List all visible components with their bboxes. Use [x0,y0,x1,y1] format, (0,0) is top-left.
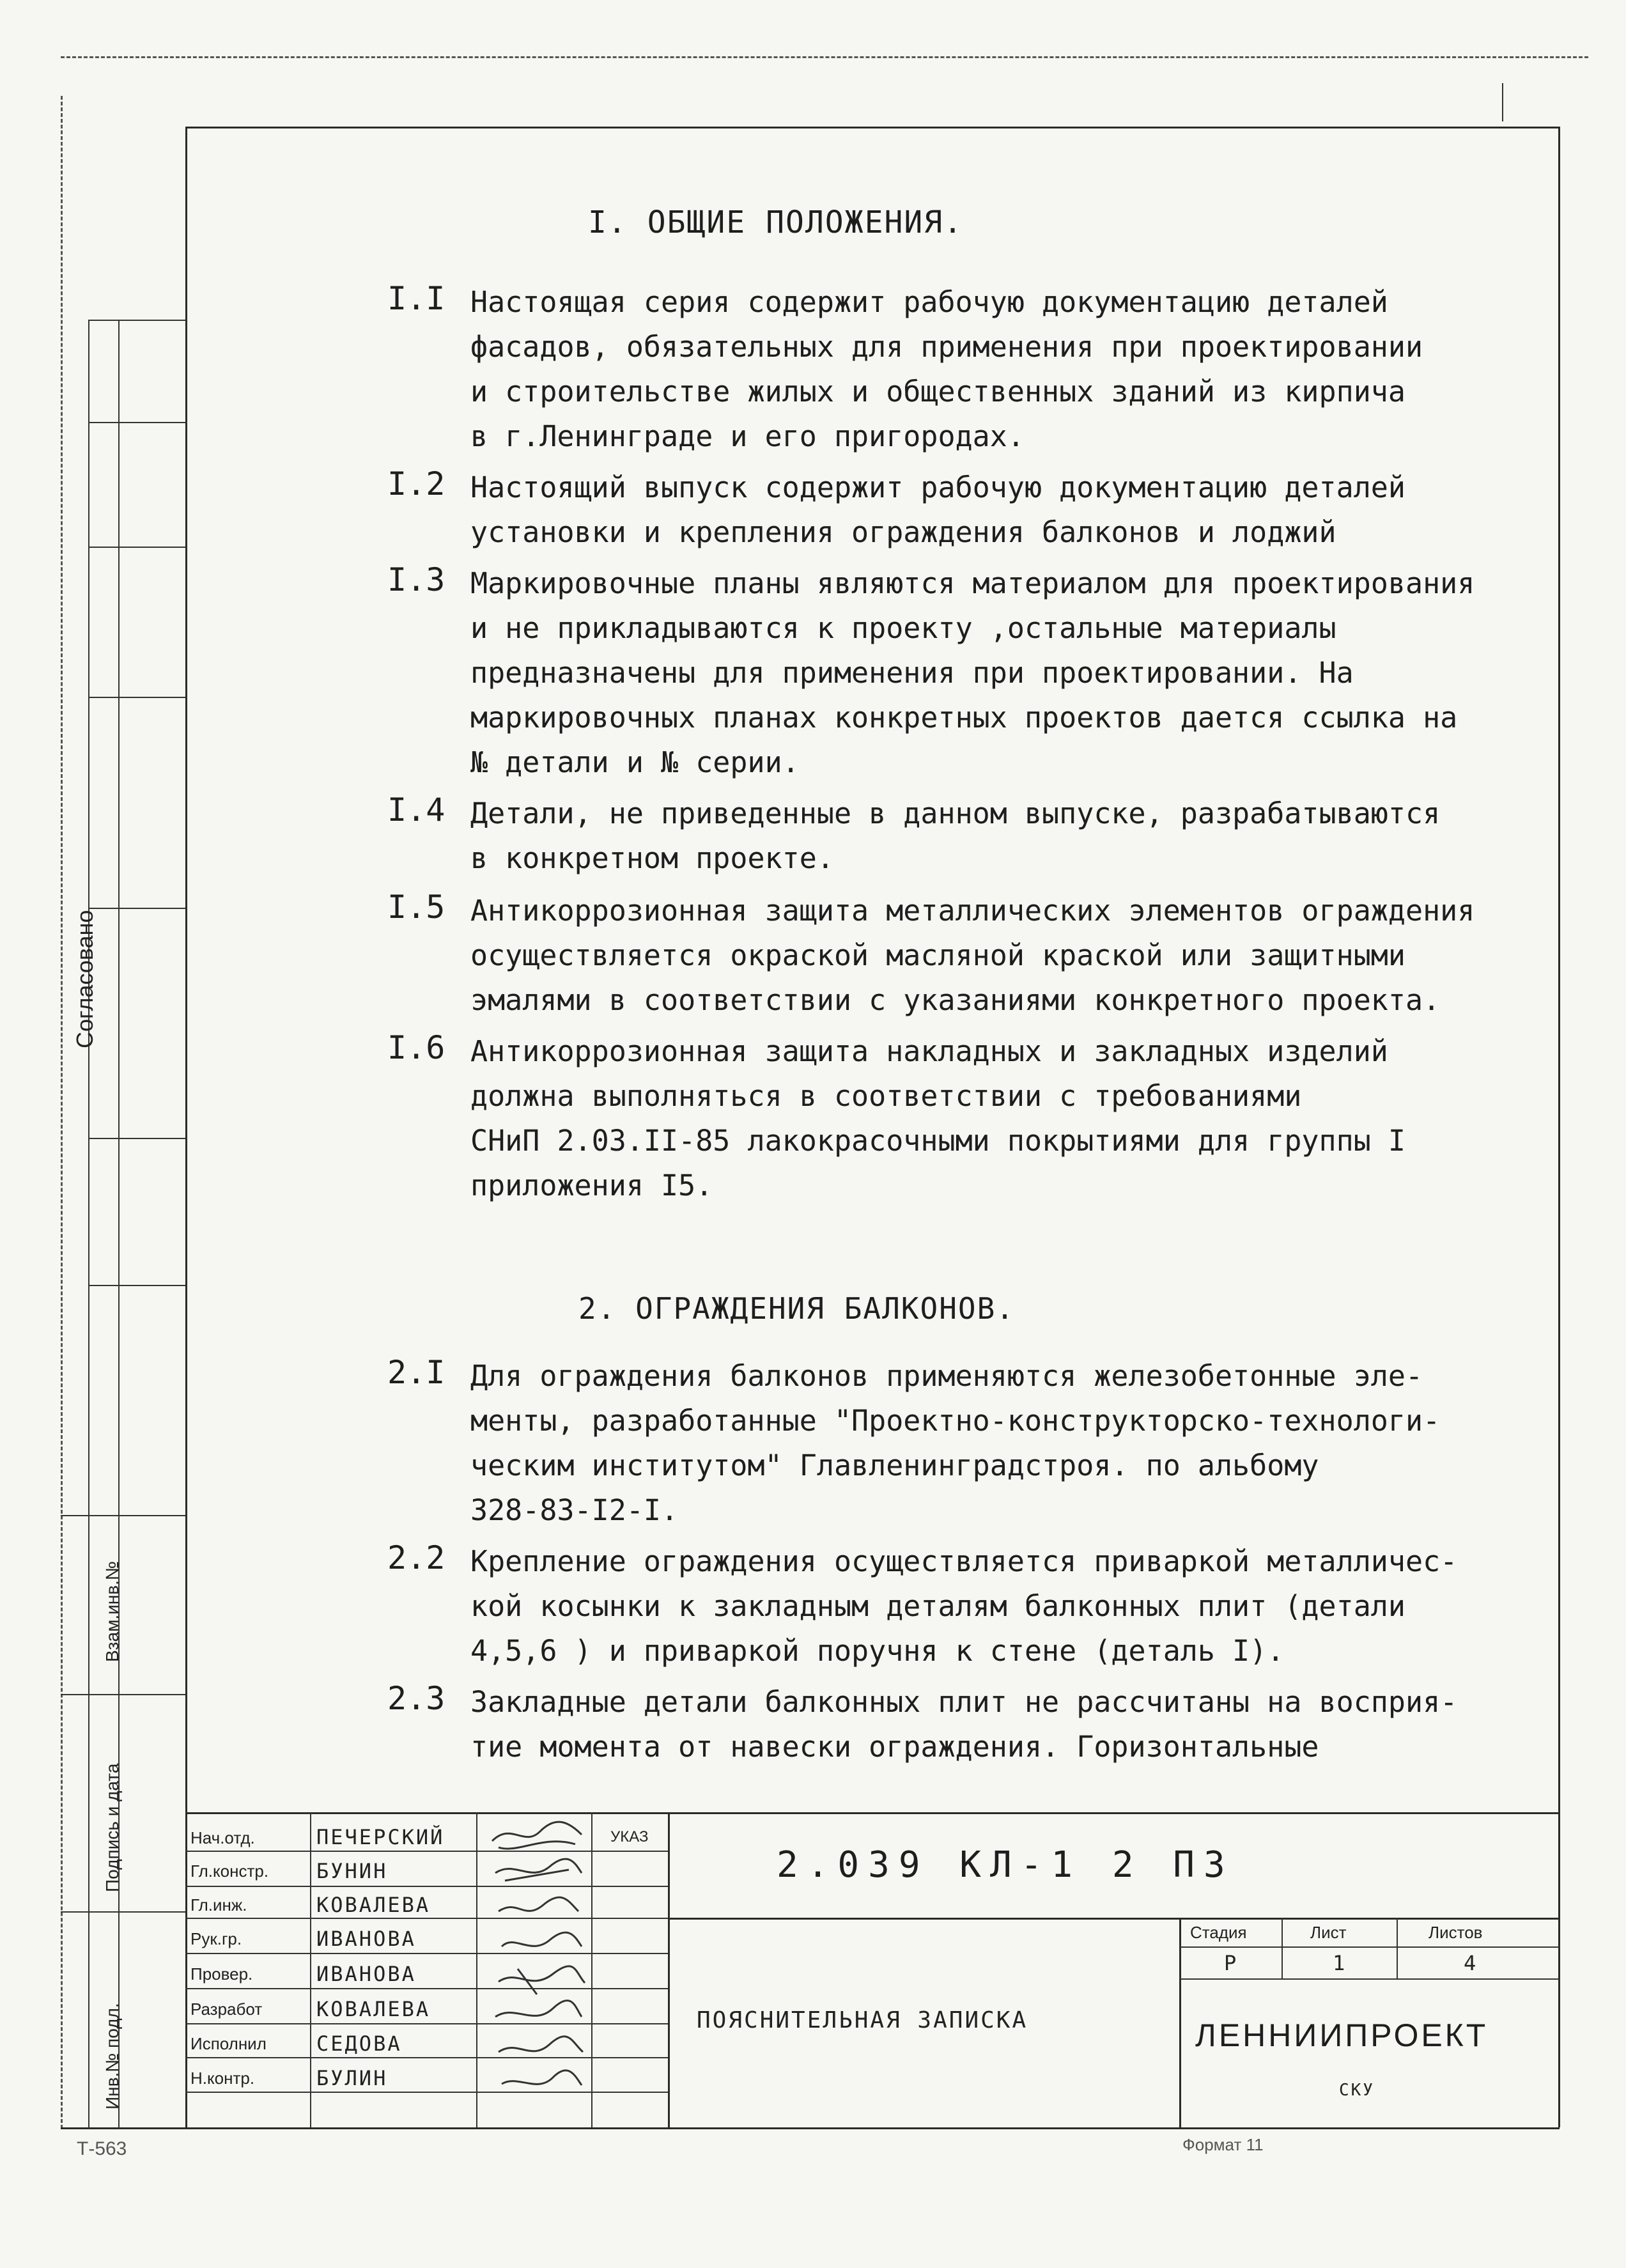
row-line [185,1953,668,1954]
col-line-role [310,1812,311,2127]
organization-sub: СКУ [1339,2081,1375,2100]
item-text: Крепление ограждения осуществляется приваркой металличес- кой косынки к закладным деталям балконных плит (детали 4,5,6 ) и приваркой поручня к стене (деталь I). [470,1544,1458,1668]
row-line [185,2092,668,2093]
agreed-stamp-label: Согласовано [72,910,98,1048]
inv-orig-label: Инв.№ подл. [102,2003,122,2109]
org-divider [1179,1918,1181,2127]
row-line [185,1988,668,1989]
person-name: КОВАЛЕВА [316,1997,431,2021]
format-label: Формат 11 [1182,2135,1264,2154]
stamp-row-line [61,1515,185,1516]
person-name: ПЕЧЕРСКИЙ [316,1825,445,1849]
page-left-border [61,96,63,2129]
person-name: БУЛИН [316,2066,388,2090]
item-number: I.4 [387,791,445,828]
role-label: Н.контр. [190,2069,255,2088]
frame-bottom-line [61,2127,1560,2129]
sheets-value: 4 [1464,1951,1478,1975]
organization-name: ЛЕННИИПРОЕКТ [1195,2017,1489,2053]
item-text: Антикоррозионная защита накладных и закладных изделий должна выполняться в соответствии с требованиями СНиП 2.03.II-85 лакокрасочными покрытиями для группы I приложения I5. [470,1034,1405,1202]
stamp-row-line [88,1285,185,1286]
title-block-sig-divider [668,1812,670,2127]
stamp-row-line [61,1694,185,1695]
role-label: Рук.гр. [190,1929,242,1948]
stage-value-line [1179,1978,1560,1980]
item-text: Закладные детали балконных плит не рассчитаны на восприя- тие момента от навески ограждения. Горизонтальные [470,1685,1458,1764]
item-number: I.5 [387,889,445,926]
person-name: ИВАНОВА [316,1962,416,1986]
row-line [185,2057,668,2058]
stamp-row-line [88,908,185,909]
role-label: Гл.констр. [190,1861,269,1881]
item-text: Настоящий выпуск содержит рабочую документацию деталей установки и крепления ограждения балконов и лоджий [470,470,1405,549]
item-number: 2.2 [387,1539,445,1576]
stamp-row-line [88,697,185,698]
item-number: I.6 [387,1029,445,1066]
frame-left-line [185,128,187,2129]
role-label: Провер. [190,1964,253,1984]
stamp-row-line [88,1138,185,1139]
stage-value: Р [1224,1951,1239,1975]
stamp-row-line [88,320,185,321]
sheet-value: 1 [1333,1951,1347,1975]
item-text: Антикоррозионная защита металлических элементов ограждения осуществляется окраской масляной краской или защитными эмалями в соответствии с указаниями конкретного проекта. [470,894,1475,1017]
person-name: БУНИН [316,1859,388,1883]
item-text: Настоящая серия содержит рабочую документацию деталей фасадов, обязательных для применения при проектировании и строительстве жилых и общественных зданий из кирпича в г.Ленинграде и его пригородах. [470,285,1423,453]
sheets-label: Листов [1429,1923,1483,1942]
item-number: 2.I [387,1354,445,1391]
replace-inv-label: Взам.инв.№ [102,1561,122,1662]
page-top-border [61,56,1588,58]
title-block-top-line [185,1812,1560,1814]
row-line [185,1886,668,1887]
item-number: 2.3 [387,1680,445,1717]
code-row-bottom [668,1918,1560,1920]
col-line-name [476,1812,477,2127]
sheet-label: Лист [1310,1923,1347,1942]
person-name: ИВАНОВА [316,1927,416,1951]
stamp-row-line [61,1911,185,1913]
document-code: 2.039 КЛ-1 2 ПЗ [777,1844,1234,1886]
role-label: Разработ [190,2000,263,2019]
sheet-col-line [1397,1918,1398,1978]
left-footer-stamp: Т-563 [77,2138,127,2159]
stage-label: Стадия [1190,1923,1247,1942]
sign-date-label: Подпись и дата [102,1763,122,1892]
stage-col-line [1281,1918,1283,1978]
item-number: I.2 [387,465,445,502]
row-line [185,2023,668,2024]
item-text: Для ограждения балконов применяются железобетонные эле- менты, разработанные "Проектно-конструкторско-технологи- ческим институтом" Главленинградстроя. по альбому 328-83-I2-I. [470,1359,1441,1527]
role-label: Исполнил [190,2034,267,2053]
item-number: I.I [387,280,445,317]
item-number: I.3 [387,561,445,598]
stamp-row-line [88,547,185,548]
section1-heading: I. ОБЩИЕ ПОЛОЖЕНИЯ. [588,205,964,240]
section2-heading: 2. ОГРАЖДЕНИЯ БАЛКОНОВ. [578,1291,1015,1326]
person-name: СЕДОВА [316,2031,402,2056]
signatures-graphic [479,1809,594,2129]
stage-header-line [1179,1946,1560,1948]
item-text: Детали, не приведенные в данном выпуске, разрабатываются в конкретном проекте. [470,796,1441,875]
role-label: Нач.отд. [190,1828,255,1847]
document-title: ПОЯСНИТЕЛЬНАЯ ЗАПИСКА [697,2007,1028,2033]
frame-top-line [185,127,1560,128]
item-text: Маркировочные планы являются материалом для проектирования и не прикладываются к проекту ,остальные материалы предназначены для применения при проектировании. На маркировочных планах конкретных проектов дается ссылка на № детали и № серии. [470,566,1475,779]
stamp-row-line [88,422,185,423]
role-label: Гл.инж. [190,1895,247,1915]
stamp-column-line-1 [88,320,89,2129]
row-line [185,1918,668,1919]
approval-note: УКАЗ [610,1828,649,1845]
corner-mark [1502,83,1503,121]
person-name: КОВАЛЕВА [316,1893,431,1917]
row-line [185,1851,668,1852]
